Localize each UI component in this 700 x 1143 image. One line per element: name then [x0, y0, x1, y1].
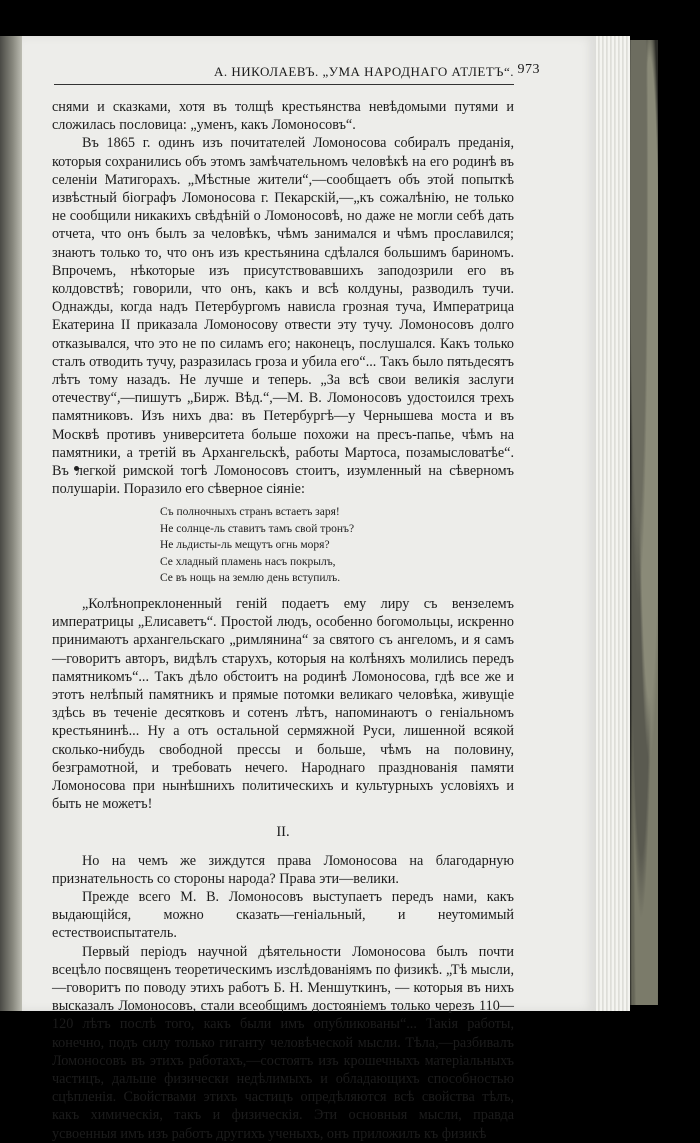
book-spine-shadow [0, 36, 22, 1011]
body-text [52, 98, 514, 1143]
paragraph: снями и сказками, хотя въ толщѣ крестьянства невѣдомыми путями и сложилась пословица: „уменъ, какъ Ломоносовъ“. [52, 99, 514, 134]
paragraph: „Колѣнопреклоненный геній подаетъ ему лиру съ вензелемъ императрицы „Елисаветъ“. Простой людъ, особенно богомольцы, искренно принимаютъ архангельскаго „римлянина“ за святого съ ангеломъ, и я самъ—говоритъ авторъ, видѣлъ старухъ, которыя на колѣняхъ молились передъ памятникомъ“... Такъ дѣло обстоитъ на родинѣ Ломоносова, гдѣ все же и этотъ нелѣпый памятникъ и прямые потомки великаго человѣка, живущіе здѣсь въ теченіе десятковъ и сотенъ лѣтъ, напоминаютъ о геніальномъ крестьянинѣ... Ну а отъ остальной сермяжной Руси, лишенной всякой сколько-нибудь свободной прессы и больше, чѣмъ на половину, безграмотной, и требовать нечего. Народнаго празднованія памяти Ломоносова при нынѣшнихъ политическихъ и культурныхъ условіяхъ и быть не можетъ! [52, 595, 514, 813]
paragraph: Въ 1865 г. одинъ изъ почитателей Ломоносова собиралъ преданія, которыя сохранились объ этомъ замѣчательномъ человѣкѣ на его родинѣ въ селеніи Матигорахъ. „Мѣстные жители“,—сообщаетъ объ этой попыткѣ извѣстный біографъ Ломоносова г. Пекарскій,—„къ сожалѣнію, не только не сообщили никакихъ свѣдѣній о Ломоносовѣ, но даже не могли себѣ дать отчета, что онъ былъ за человѣкъ, чѣмъ занимался и чѣмъ прославился; знаютъ только то, что онъ изъ крестьянина сдѣлался большимъ бариномъ. Впрочемъ, нѣкоторые изъ присутствовавшихъ заподозрили его въ колдовствѣ; говорили, что онъ, какъ и всѣ колдуны, разводилъ тучи. Однажды, когда надъ Петербургомъ нависла грозная туча, Императрица Екатерина II приказала Ломоносову отвести эту тучу. Ломоносовъ долго отказывался, что это не по силамъ его; наконецъ, послушался. Какъ только сталъ отводить тучу, разразилась гроза и убила его“... Такъ было пятьдесятъ лѣтъ тому назадъ. Не лучше и теперь. „За всѣ свои великія заслуги отечеству“,—пишутъ „Бирж. Вѣд.“,—М. В. Ломоносовъ удостоился трехъ памятниковъ. Изъ нихъ два: въ Петербургѣ—у Чернышева моста и въ Москвѣ противъ университета больше похожи на пресъ-папье, чѣмъ на памятники, а третій въ Архангельскѣ, работы Мартоса, позамысловатѣе“. Въ легкой римской тогѣ Ломоносовъ стоитъ, изумленный на сѣверномъ полушаріи. Поразило его сѣверное сіяніе: [52, 135, 514, 498]
verse-line: Не льдисты-ль мещутъ огнь моря? [160, 539, 330, 552]
paragraph: Но на чемъ же зиждутся права Ломоносова на благодарную признательность со стороны народа? Права эти—велики. [52, 852, 514, 887]
running-head [54, 62, 514, 85]
marbled-cover-edge [630, 40, 658, 1005]
verse-line: Не солнце-ль ставитъ тамъ свой тронъ? [160, 522, 355, 535]
verse-line: Съ полночныхъ странъ встаетъ заря! [160, 506, 340, 519]
page-number: 973 [517, 62, 540, 77]
paragraph: Первый періодъ научной дѣятельности Ломоносова былъ почти всецѣло посвященъ теоретическимъ изслѣдованіямъ по физикѣ. „Тѣ мысли,—говоритъ по поводу этихъ работъ Б. Н. Меншуткинъ, — которыя въ нихъ высказалъ Ломоносовъ, стали всеобщимъ достояніемъ только черезъ 110—120 лѣтъ послѣ того, какъ были имъ опубликованы“... Такія работы, конечно, подъ силу только гиганту человѣческой мысли. Тѣла,—разбивалъ Ломоносовъ въ этихъ работахъ,—состоятъ изъ крошечныхъ матеріальныхъ частицъ, дальше физически недѣлимыхъ и обладающихъ способностью сцѣпленія. Свойствами этихъ частицъ опредѣляются всѣ свойства тѣлъ, какъ химическія, такъ и физическія. Эти основныя мысли, правда усвоенныя имъ изъ работъ другихъ ученыхъ, онъ приложилъ къ физикѣ [52, 943, 514, 1142]
verse-line: Се хладный пламень насъ покрылъ, [160, 555, 336, 568]
verse-quote [160, 504, 514, 587]
page-edges [596, 36, 630, 1011]
running-title: А. НИКОЛАЕВЪ. „УМА НАРОДНАГО АТЛЕТЪ“. [213, 64, 514, 79]
paragraph: Прежде всего М. В. Ломоносовъ выступаетъ передъ нами, какъ выдающійся, можно сказать—геніальный, и неутомимый естествоиспытатель. [52, 889, 514, 942]
section-heading: II. [276, 824, 290, 841]
verse-line: Се въ нощь на землю день вступилъ. [160, 572, 341, 585]
